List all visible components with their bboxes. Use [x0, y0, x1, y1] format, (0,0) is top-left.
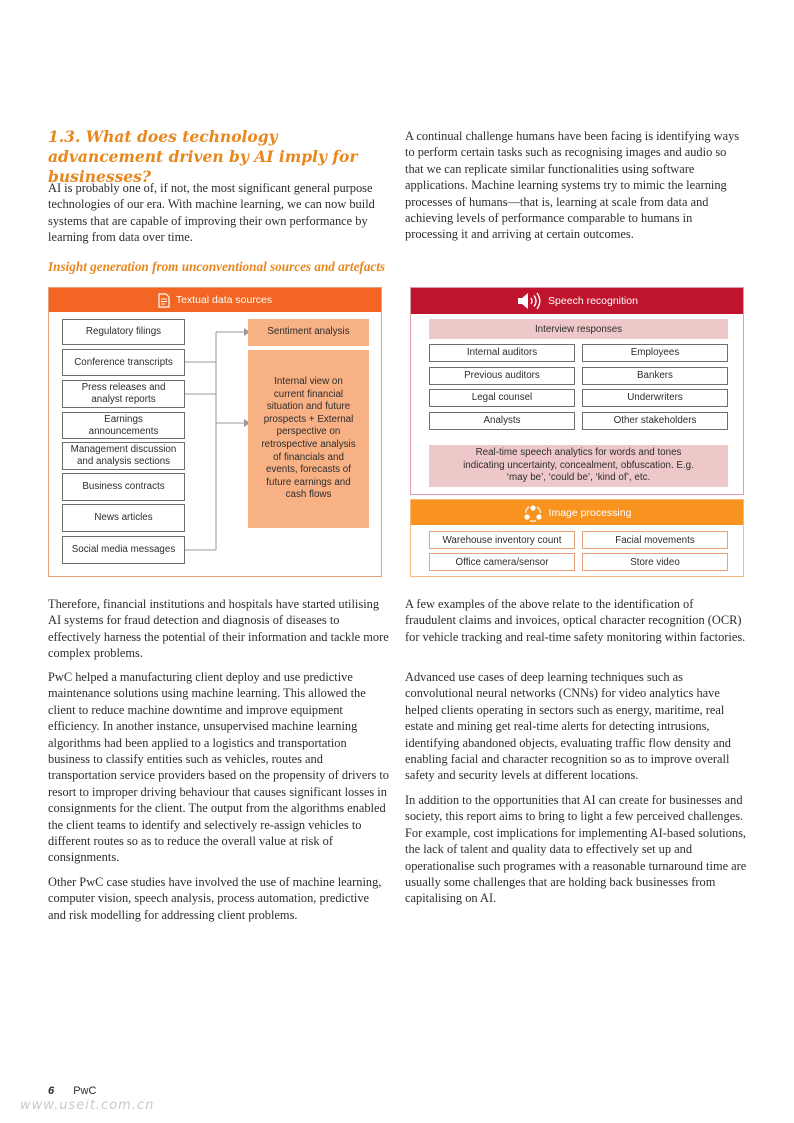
- body-right-paragraph-2: Advanced use cases of deep learning techniques such as convolutional neural networks (CNNs) for video analytics have helped clients operating in sectors such as energy, maritime, real estate and mining get real-time alerts for detecting intrusions, identifying abandoned objects, evaluating traffic flow density and enabling facial and character recognition so as to improve overall safety and security levels at different locations.: [405, 670, 731, 783]
- image-item: Facial movements: [582, 531, 728, 549]
- body-right-paragraph-1: A few examples of the above relate to the identification of fraudulent claims and invoices, optical character recognition (OCR) for vehicle tracking and real-time safety monitoring within factories.: [405, 597, 746, 644]
- section-heading: 1.3. What does technology advancement driven by AI imply for businesses?: [48, 127, 358, 186]
- person-item: Internal auditors: [429, 344, 575, 362]
- source-item: Press releases and analyst reports: [62, 380, 185, 408]
- image-item: Store video: [582, 553, 728, 571]
- source-item: Business contracts: [62, 473, 185, 501]
- textual-header-label: Textual data sources: [175, 294, 273, 306]
- image-header: [411, 500, 743, 525]
- source-item: Earnings announcements: [62, 412, 185, 439]
- speech-header-label: Speech recognition: [548, 295, 638, 307]
- image-header-label: Image processing: [548, 506, 632, 519]
- person-item: Legal counsel: [429, 389, 575, 407]
- intro-left-paragraph: AI is probably one of, if not, the most significant general purpose technologies of our era. With machine learning, we can now build systems that are capable of improving their own performance by learning from data over time.: [48, 181, 375, 245]
- body-right-paragraph-3: In addition to the opportunities that AI can create for businesses and society, this report aims to bring to light a few perceived challenges. For example, cost implications for implementing AI-based solutions, the lack of talent and quality data to effectively set up and operationalise such programes with a reasonable turnaround time are usually some challenges that are holding back businesses from capitalising on AI.: [405, 793, 747, 906]
- source-item: Regulatory filings: [62, 319, 185, 345]
- financial-view-box: Internal view on current financial situation and future prospects + External perspective on retrospective analysis of financials and events, forecasts of future earnings and cash flows: [248, 350, 369, 528]
- people-network-icon: [523, 504, 543, 522]
- interview-responses: Interview responses: [429, 319, 728, 339]
- speech-analytics-box: Real-time speech analytics for words and tones indicating uncertainty, concealment, obfuscation. E.g. ‘may be’, ‘could be’, ‘kind of’, etc.: [429, 445, 728, 487]
- source-item: Conference transcripts: [62, 349, 185, 376]
- page-footer: [48, 1085, 96, 1097]
- body-left-paragraph-1: Therefore, financial institutions and hospitals have started utilising AI systems for fraud detection and diagnosis of diseases to effectively harness the potential of their information and tackle more complex problems.: [48, 597, 389, 661]
- person-item: Other stakeholders: [582, 412, 728, 430]
- source-item: Social media messages: [62, 536, 185, 564]
- person-item: Bankers: [582, 367, 728, 385]
- speaker-icon: [516, 292, 542, 310]
- intro-right-paragraph: A continual challenge humans have been facing is identifying ways to perform certain tasks such as recognising images and audio so that we can replicate similar functionalities using software applications. Machine learning systems try to mimic the learning processes of humans—that is, learning at scale from data and achieving levels of performance comparable to humans in processing it and arriving at certain outcomes.: [405, 129, 740, 242]
- page-number: 6: [48, 1085, 55, 1097]
- image-item: Warehouse inventory count: [429, 531, 575, 549]
- body-left-paragraph-2: PwC helped a manufacturing client deploy and use predictive maintenance solutions using machine learning. This allowed the client to reduce machine downtime and improve equipment efficiency. In another instance, unsupervised machine learning algorithms had been applied to a logistics and transportation business to classify entities such as vehicles, routes and transportation service providers based on the propensity of drivers to resort to improper driving behaviour that causes significant losses in consignments for the client. The output from the algorithms enabled the client teams to identify and selectively re-assign vehicles to different routes so as to reduce the overall value at risk of consignments.: [48, 670, 389, 865]
- image-item: Office camera/sensor: [429, 553, 575, 571]
- source-item: Management discussion and analysis sections: [62, 442, 185, 470]
- person-item: Underwriters: [582, 389, 728, 407]
- person-item: Previous auditors: [429, 367, 575, 385]
- diagram-title: Insight generation from unconventional sources and artefacts: [48, 259, 386, 274]
- brand-name: PwC: [73, 1085, 97, 1097]
- person-item: Employees: [582, 344, 728, 362]
- person-item: Analysts: [429, 412, 575, 430]
- sentiment-analysis-box: Sentiment analysis: [248, 319, 369, 346]
- speech-header: [411, 288, 743, 314]
- body-left-paragraph-3: Other PwC case studies have involved the use of machine learning, computer vision, speech analysis, process automation, predictive and risk modelling for addressing client problems.: [48, 875, 382, 922]
- source-item: News articles: [62, 504, 185, 532]
- watermark: www.useit.com.cn: [20, 1098, 155, 1113]
